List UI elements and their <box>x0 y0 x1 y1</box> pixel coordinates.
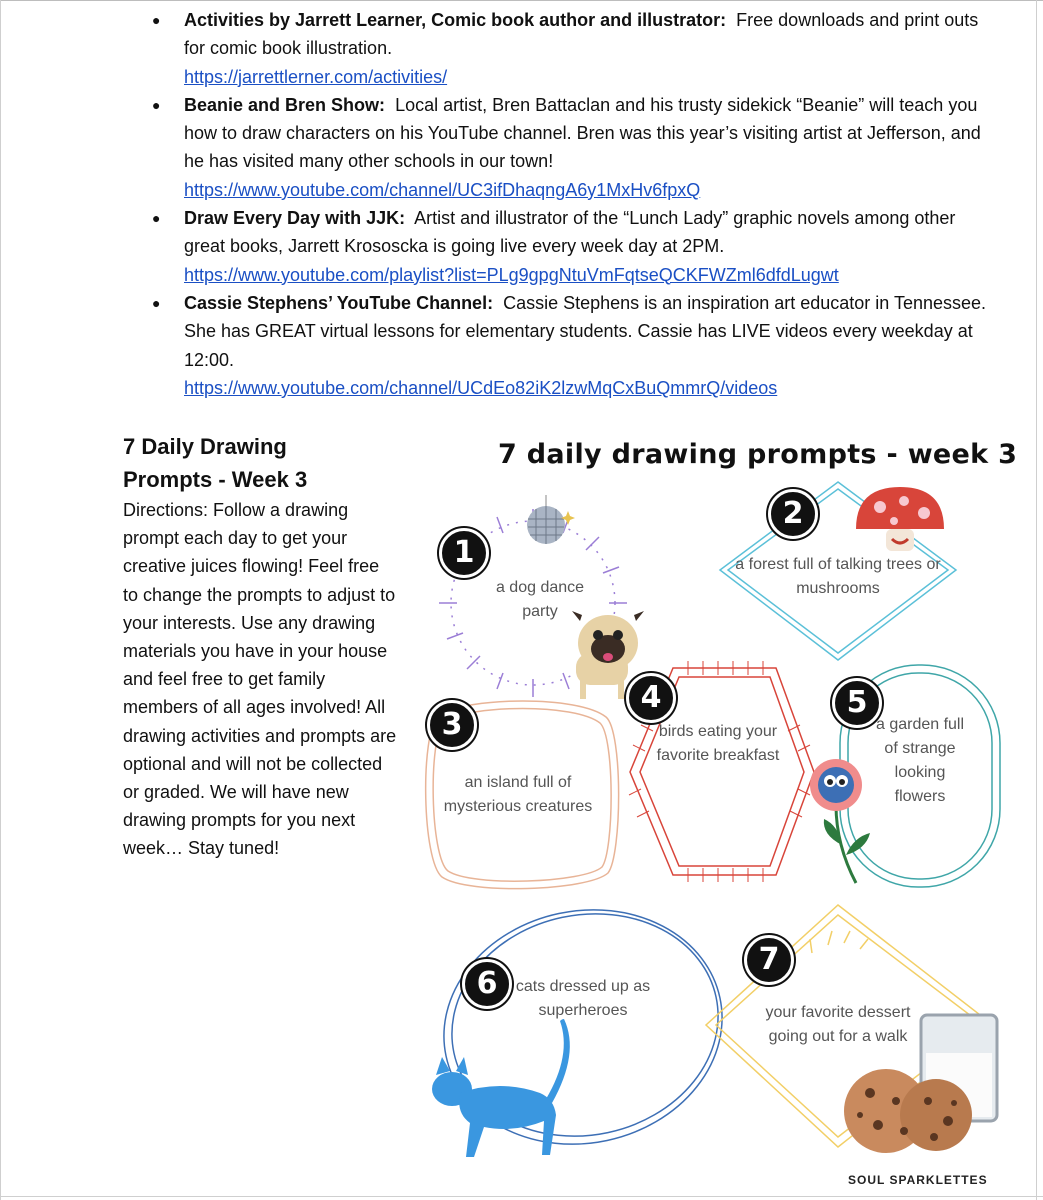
bullet-icon: ● <box>152 12 161 28</box>
bullet-icon: ● <box>152 210 161 227</box>
prompt-number-6: 6 <box>462 959 512 1009</box>
resource-title: Draw Every Day with JJK: <box>184 208 406 229</box>
disco-ball-icon <box>527 495 575 544</box>
prompt-number-3: 3 <box>427 700 477 750</box>
directions-text: Directions: Follow a drawing prompt each day to get your creative juices flowing! Feel free to change the prompts to adjust to your interests. Use any drawing materials you have in your house and feel free to get family members of all ages involved! All drawing activities and prompts are optional and will not be collected or graded. We will have new drawing prompts for you next week… Stay tuned! <box>123 500 397 859</box>
prompt-3-text: an island full of mysterious creatures <box>443 774 593 815</box>
prompt-number-1: 1 <box>439 528 489 578</box>
flower-icon <box>810 759 870 883</box>
resource-description: Free downloads and print outs for comic book illustration. <box>184 10 979 59</box>
poster-title: 7 daily drawing prompts - week 3 <box>498 439 1018 470</box>
prompt-5-text: a garden full of strange looking flowers <box>875 716 965 805</box>
resource-title: Cassie Stephens’ YouTube Channel: <box>184 292 494 313</box>
resource-description: Cassie Stephens is an inspiration art educator in Tennessee. She has GREAT virtual lessons for elementary students. Cassie has LIVE videos every weekday at 12:00. <box>184 292 987 370</box>
resource-description: Local artist, Bren Battaclan and his trusty sidekick “Beanie” will teach you how to draw characters on his YouTube channel. Bren was this year’s visiting artist at Jefferson, and he has visited many other schools in our town! <box>184 94 981 172</box>
resource-link[interactable]: https://www.youtube.com/channel/UCdEo82iK2lzwMqCxBuQmmrQ/videos <box>184 377 778 398</box>
page-border-bottom <box>0 1196 1043 1197</box>
prompt-number-5: 5 <box>832 678 882 728</box>
mushroom-icon <box>856 487 944 551</box>
section-title: 7 Daily Drawing Prompts - Week 3 <box>123 434 308 492</box>
prompt-number-4: 4 <box>626 673 676 723</box>
resource-title: Beanie and Bren Show: <box>184 94 386 115</box>
resource-link[interactable]: https://jarrettlerner.com/activities/ <box>184 66 448 87</box>
resource-item <box>0 204 1000 289</box>
resource-link[interactable]: https://www.youtube.com/playlist?list=PLg9gpgNtuVmFqtseQCKFWZml6dfdLugwt <box>184 264 839 285</box>
prompt-7-text: your favorite dessert going out for a walk <box>765 1004 911 1045</box>
resource-link[interactable]: https://www.youtube.com/channel/UC3ifDhaqngA6y1MxHv6fpxQ <box>184 179 701 200</box>
resource-item <box>0 6 1000 91</box>
prompt-1-text: a dog dance party <box>495 579 585 620</box>
drawing-prompts-poster <box>408 425 1038 1195</box>
resource-item <box>0 91 1000 204</box>
resource-title: Activities by Jarrett Learner, Comic book author and illustrator: <box>184 10 727 30</box>
prompt-number-2: 2 <box>768 489 818 539</box>
prompt-number-7: 7 <box>744 935 794 985</box>
bullet-icon: ● <box>152 96 161 113</box>
brand-label: SOUL SPARKLETTES <box>848 1173 988 1187</box>
prompt-6-text: cats dressed up as superheroes <box>515 978 651 1019</box>
bullet-icon: ● <box>152 294 161 311</box>
resource-item <box>0 289 1000 402</box>
resource-list <box>0 6 1000 402</box>
resource-description: Artist and illustrator of the “Lunch Lady” graphic novels among other great books, Jarrett Krososcka is going live every week day at 2PM. <box>184 208 956 257</box>
page-border-top <box>0 0 1043 1</box>
prompt-4-text: birds eating your favorite breakfast <box>656 723 780 764</box>
prompt-2-text: a forest full of talking trees or mushrooms <box>735 556 941 597</box>
